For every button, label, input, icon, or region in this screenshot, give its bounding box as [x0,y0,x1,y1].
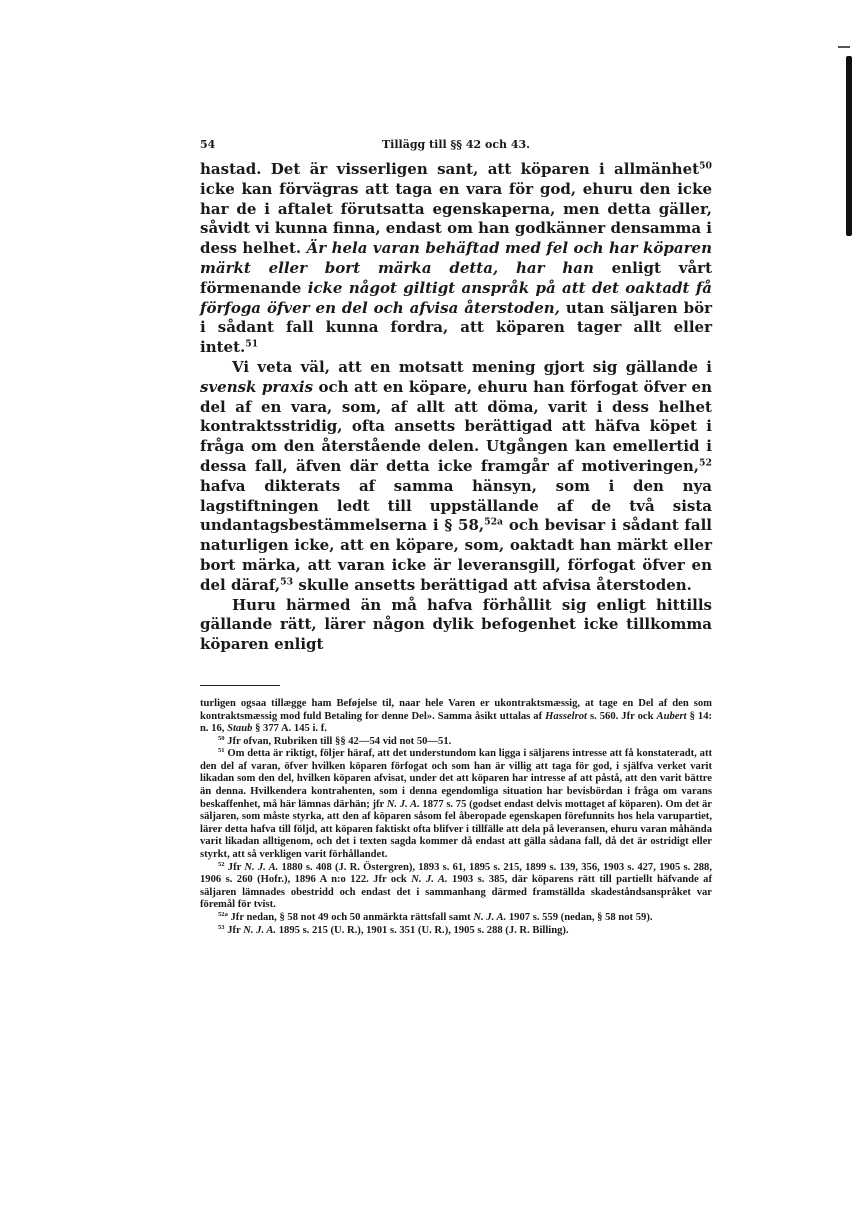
footnote-50: $^{50}$ Jfr ofvan, Rubriken till §§ 42—54 vid not 50—51. [218,734,452,747]
footnote-rule [200,685,280,686]
footnote-ref-51: 51 [245,338,259,350]
page-edge-mark [846,56,852,236]
main-text [200,160,712,655]
footnote-52a: $^{52a}$ Jfr nedan, § 58 not 49 och 50 anmärkta rättsfall samt N. J. A. 1907 s. 559 (nedan, § 58 not 59). [218,911,653,924]
running-head-title: Tillägg till §§ 42 och 43. [382,138,530,151]
footnote-51: $^{51}$ Om detta är riktigt, följer häraf, att det understundom kan ligga i säljarens intresse att få konstateradt, att den del af varan, öfver hvilken köparen förfogat och som han är villig att taga för god, i själfva verket varit likadan som den del, hvilken köparen afvisat, under det att köparen har intresse af att påstå, att den varit bättre än denna. Hvilkendera kontrahenten, som i denna egendomliga situation har bevisbördan i fråga om varans beskaffenhet, må här lämnas därhän; jfr N. J. A. 1877 s. 75 (godset endast delvis mottaget af köparen). Om det är säljaren, som måste styrka, att den af köparen såsom fel åberopade egenskapen förefunnits hos hela varupartiet, lärer detta hafva till följd, att köparen faktiskt ofta blifver i tillfälle att dela på leveransen, ehuru varan måhända varit likadan alltigenom, och det i texten sagda kommer då endast att gälla sådana fall, då det är ostridigt eller styrkt, att så verkligen varit förhållandet. [200,747,712,861]
paragraph-1: hastad. Det är visserligen sant, att köparen i allmänhet$^{50}$ icke kan förvägras att taga en vara för god, ehuru den icke har de i aftalet förutsatta egenskaperna, men detta gäller, såvidt vi kunna finna, endast om han godkänner densamma i dess helhet. Är hela varan behäftad med fel och har köparen märkt eller bort märka detta, har han enligt vårt förmenande icke något giltigt anspråk på att det oaktadt få förfoga öfver en del och afvisa återstoden, utan säljaren bör i sådant fall kunna fordra, att köparen tager allt eller intet.$^{51}$ [200,160,712,357]
footnote-continuation: turligen ogsaa tillægge ham Beføjelse til, naar hele Varen er ukontraktsmæssig, at tage en Del af den som kontraktsmæssig mod fuld Betaling for denne Del». Samma åsikt uttalas af Hasselrot s. 560. Jfr ock Aubert § 14: n. 16, Staub § 377 A. 145 i. f. [200,697,713,735]
footnote-53: $^{53}$ Jfr N. J. A. 1895 s. 215 (U. R.), 1901 s. 351 (U. R.), 1905 s. 288 (J. R. Billing). [218,923,569,936]
footnote-ref-53: 53 [280,576,294,588]
footnote-52: $^{52}$ Jfr N. J. A. 1880 s. 408 (J. R. Östergren), 1893 s. 61, 1895 s. 215, 1899 s. 139, 356, 1903 s. 427, 1905 s. 288, 1906 s. 260 (Hofr.), 1896 A n:o 122. Jfr ock N. J. A. 1903 s. 385, där köparens rätt till partiellt häfvande af säljaren lämnades obestridd och endast det i sammanhang därmed framställda skadeståndsanspråket var föremål för tvist. [200,860,712,911]
page-edge-tick [838,46,850,48]
book-page [200,138,712,937]
running-head [200,138,712,160]
footnotes [200,698,712,937]
footnote-ref-52a: 52a [484,516,504,528]
paragraph-3: Huru härmed än må hafva förhållit sig enligt hittills gällande rätt, lärer någon dylik befogenhet icke tillkomma köparen enligt [200,595,712,654]
footnote-ref-52: 52 [699,457,712,469]
footnote-ref-50: 50 [699,160,712,172]
paragraph-2: Vi veta väl, att en motsatt mening gjort sig gällande i svensk praxis och att en köpare, ehuru han förfogat öfver en del af en vara, som, af allt att döma, varit i dess helhet kontraktsstridig, ofta ansetts berättigad att häfva köpet i fråga om den återstående delen. Utgången kan emellertid i dessa fall, äfven där detta icke framgår af motiveringen,$^{52}$ hafva dikterats af samma hänsyn, som i den nya lagstiftningen ledt till uppställande af de två sista undantagsbestämmelserna i § 58,$^{52a}$ och bevisar i sådant fall naturligen icke, att en köpare, som, oaktadt han märkt eller bort märka, att varan icke är leveransgill, förfogat öfver en del däraf,$^{53}$ skulle ansetts berättigad att afvisa återstoden. [200,357,713,594]
page-number: 54 [200,138,216,151]
